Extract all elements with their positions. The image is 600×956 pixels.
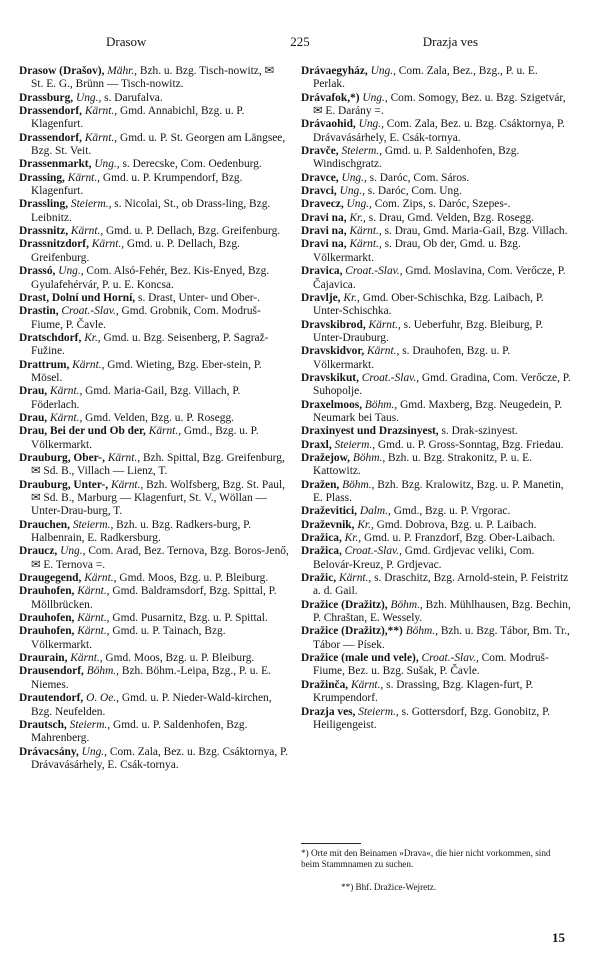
gazetteer-entry — [19, 612, 289, 625]
entry-headword: Drauchen, — [19, 518, 70, 531]
gazetteer-entry — [19, 652, 289, 665]
entry-text: Gmd. u. P. Tainach, Bzg. Völkermarkt. — [31, 625, 226, 651]
entry-region: Steierm., — [358, 705, 399, 718]
entry-text: Bzh. Böhm.-Leipa, Bzg., P. u. E. Niemes. — [31, 665, 271, 691]
gazetteer-entry — [19, 158, 289, 171]
entry-text: Gmd. Pusarnitz, Bzg. u. P. Spittal. — [112, 612, 268, 625]
left-column — [19, 65, 289, 772]
entry-headword: Drastin, — [19, 305, 59, 318]
entry-text: Gmd. u. P. Nieder-Wald-kirchen, Bzg. Neufelden. — [31, 692, 272, 718]
entry-region: Kärnt., — [77, 625, 110, 638]
entry-text: Com. Alsó-Fehér, Bez. Kis-Enyed, Bzg. Gyulafehérvár, P. u. E. Koncsa. — [31, 265, 270, 291]
entry-text: Gmd., Bzg. u. P. Vrgorac. — [393, 505, 511, 518]
entry-text: Bzh. u. Bzg. Strakonitz, P. u. E. Kattowitz. — [313, 451, 532, 478]
entry-region: Kärnt., — [349, 238, 382, 251]
entry-region: Kr., — [84, 331, 101, 344]
entry-region: Ung., — [341, 171, 367, 184]
entry-headword: Dravi na, — [301, 225, 347, 238]
entry-text: Gmd. u. Bzg. Seisenberg, P. Sagraž-Fužine. — [31, 331, 269, 358]
entry-region: Kr., — [349, 211, 366, 224]
entry-headword: Draurain, — [19, 652, 68, 665]
entry-headword: Drassing, — [19, 171, 65, 184]
entry-text: Gmd. Wieting, Bzg. Eber-stein, P. Mösel. — [31, 358, 262, 384]
entry-region: Ung., — [346, 198, 372, 211]
entry-headword: Dravskidvor, — [301, 345, 365, 358]
entry-region: Kärnt., — [91, 238, 125, 251]
entry-region: Kr., — [343, 291, 360, 304]
entry-region: Kärnt., — [72, 358, 105, 371]
entry-text: Gmd., Bzg. u. P. Völkermarkt. — [31, 425, 259, 451]
entry-headword: Dražejow, — [301, 451, 351, 464]
gazetteer-entry — [19, 479, 289, 519]
entry-text: s. Darufalva. — [104, 91, 163, 104]
entry-region: Böhm., — [364, 398, 398, 411]
entry-headword: Drávaegyház, — [301, 65, 368, 77]
entry-text: Com. Somogy, Bez. u. Bzg. Szigetvár, ✉ E. Darány =. — [313, 91, 566, 118]
gazetteer-entry — [301, 319, 571, 346]
entry-region: Kärnt., — [50, 385, 83, 398]
gazetteer-entry — [19, 692, 289, 719]
entry-text: Com. Arad, Bez. Ternova, Bzg. Boros-Jenő, ✉ E. Ternova =. — [31, 545, 289, 571]
gazetteer-entry — [301, 145, 571, 172]
gazetteer-entry — [301, 118, 571, 145]
entry-region: Steierm., — [69, 718, 111, 731]
entry-text: Bzh. Wolfsberg, Bzg. St. Paul, ✉ Sd. B., Marburg — Klagenfurt, St. V., Wöllan — Unter-Drau-burg, T. — [31, 478, 285, 518]
entry-headword: Dravskibrod, — [301, 318, 366, 331]
entry-headword: Drau, — [19, 385, 48, 398]
entry-text: Gmd. u. P. Gross-Sonntag, Bzg. Friedau. — [377, 438, 564, 451]
entry-text: Gmd. Velden, Bzg. u. P. Rosegg. — [85, 411, 234, 424]
entry-region: Kärnt., — [77, 612, 110, 625]
entry-text: s. Drau, Gmd. Velden, Bzg. Rosegg. — [368, 211, 535, 224]
entry-text: s. Drau, Ob der, Gmd. u. Bzg. Völkermarkt. — [313, 238, 521, 264]
gazetteer-entry — [19, 719, 289, 746]
entry-region: Kärnt., — [368, 318, 401, 331]
gazetteer-entry — [19, 238, 289, 265]
entry-headword: Dražic, — [301, 572, 337, 585]
entry-headword: Dravica, — [301, 265, 343, 278]
gazetteer-entry — [301, 198, 571, 211]
entry-region: Dalm., — [359, 505, 391, 518]
entry-headword: Drauburg, Ober-, — [19, 451, 105, 464]
gazetteer-entry — [301, 599, 571, 626]
gazetteer-entry — [301, 706, 571, 733]
entry-region: Mähr., — [107, 65, 138, 77]
entry-region: Böhm., — [405, 625, 438, 638]
entry-region: Kärnt., — [84, 105, 118, 118]
entry-text: s. Derecske, Com. Oedenburg. — [122, 158, 262, 171]
entry-region: Steierm., — [334, 438, 376, 451]
entry-region: Kr., — [344, 532, 362, 545]
entry-text: Com. Zips, s. Daróc, Szepes-. — [374, 198, 511, 211]
gazetteer-entry — [19, 452, 289, 479]
entry-headword: Drau, Bei der und Ob der, — [19, 425, 146, 438]
entry-text: s. Drassing, Bzg. Klagen-furt, P. Krumpendorf. — [313, 678, 534, 705]
entry-headword: Drauburg, Unter-, — [19, 478, 109, 491]
entry-headword: Dražinča, — [301, 678, 349, 691]
entry-text: Com. Zala, Bez., Bzg., P. u. E. Perlak. — [313, 65, 538, 91]
entry-region: Steierm., — [72, 518, 114, 531]
entry-region: Kärnt., — [84, 572, 117, 585]
gazetteer-entry — [19, 359, 289, 386]
gazetteer-entry — [19, 292, 289, 305]
entry-text: Gmd. Ober-Schischka, Bzg. Laibach, P. Unter-Schischka. — [313, 291, 544, 318]
entry-text: Bzh. u. Bzg. Radkers-burg, P. Halbenrain, E. Radkersburg. — [31, 518, 252, 545]
entry-text: s. Drast, Unter- und Ober-. — [138, 291, 260, 304]
gazetteer-entry — [301, 265, 571, 292]
entry-headword: Dravče, — [301, 145, 339, 158]
entry-headword: Draxinyest und Drazsinyest, — [301, 425, 439, 438]
entry-headword: Dražice (male und vele), — [301, 652, 419, 665]
gazetteer-entry — [301, 172, 571, 185]
entry-headword: Dražica, — [301, 532, 342, 545]
entry-text: Gmd. Moos, Bzg. u. P. Bleiburg. — [119, 572, 269, 585]
entry-region: Ung., — [362, 91, 388, 104]
entry-region: Croat.-Slav., — [421, 652, 479, 665]
entry-headword: Draxl, — [301, 438, 332, 451]
entry-text: Com. Zala, Bez. u. Bzg. Csáktornya, P. Drávavásárhely, E. Csák-tornya. — [313, 118, 565, 144]
entry-headword: Drassó, — [19, 265, 56, 278]
gazetteer-entry — [301, 65, 571, 92]
entry-region: Kärnt., — [351, 678, 384, 691]
signature-number: 15 — [552, 930, 565, 945]
entry-region: Böhm., — [86, 665, 120, 678]
entry-text: s. Gottersdorf, Bzg. Gonobitz, P. Heiligengeist. — [313, 705, 551, 731]
entry-text: Gmd. Annabichl, Bzg. u. P. Klagenfurt. — [31, 105, 245, 131]
entry-headword: Drausendorf, — [19, 665, 84, 678]
header-right-catchword: Drazja ves — [422, 34, 478, 49]
entry-headword: Dravi na, — [301, 211, 347, 224]
entry-headword: Drávaohid, — [301, 118, 356, 131]
entry-headword: Drau, — [19, 411, 48, 424]
entry-text: s. Ueberfuhr, Bzg. Bleiburg, P. Unter-Drauburg. — [313, 318, 544, 344]
entry-headword: Drassendorf, — [19, 131, 82, 144]
entry-headword: Drávacsány, — [19, 745, 79, 758]
entry-text: Bzh. Spittal, Bzg. Greifenburg, ✉ Sd. B., Villach — Lienz, T. — [31, 451, 285, 478]
entry-text: Bzh. Bzg. Kralowitz, Bzg. u. P. Manetin, E. Plass. — [313, 478, 564, 504]
entry-region: Kärnt., — [70, 225, 104, 238]
entry-region: Böhm., — [342, 478, 375, 491]
gazetteer-entry — [301, 212, 571, 225]
entry-headword: Drauhofen, — [19, 625, 75, 638]
gazetteer-entry — [301, 399, 571, 426]
entry-headword: Draucz, — [19, 545, 58, 558]
gazetteer-entry — [19, 92, 289, 105]
entry-region: Kärnt., — [349, 225, 382, 238]
gazetteer-entry — [19, 625, 289, 652]
gazetteer-entry — [19, 385, 289, 412]
entry-text: Gmd. u. P. St. Georgen am Längsee, Bzg. St. Veit. — [31, 131, 286, 158]
gazetteer-entry — [19, 225, 289, 238]
entry-text: Gmd. u. P. Dellach, Bzg. Greifenburg. — [106, 225, 281, 238]
gazetteer-entry — [19, 746, 289, 773]
gazetteer-entry — [301, 345, 571, 372]
entry-region: Croat.-Slav., — [344, 545, 402, 558]
entry-headword: Drávafok,*) — [301, 91, 360, 104]
header-page-number: 225 — [290, 34, 310, 49]
entry-text: s. Daróc, Com. Ung. — [367, 185, 462, 198]
entry-region: Ung., — [339, 185, 365, 198]
entry-region: Croat.-Slav., — [61, 305, 119, 318]
gazetteer-entry — [19, 105, 289, 132]
gazetteer-entry — [19, 198, 289, 225]
entry-region: Kärnt., — [367, 345, 400, 358]
entry-region: Croat.-Slav., — [361, 371, 420, 384]
entry-text: s. Drauhofen, Bzg. u. P. Völkermarkt. — [313, 345, 511, 371]
entry-region: Steierm., — [70, 198, 112, 211]
gazetteer-entry — [301, 238, 571, 265]
entry-text: s. Daróc, Com. Sáros. — [369, 171, 470, 184]
gazetteer-entry — [301, 425, 571, 438]
gazetteer-entry — [19, 519, 289, 546]
entry-text: Gmd. Moslavina, Com. Verőcze, P. Čajavica. — [313, 265, 566, 291]
entry-headword: Dravecz, — [301, 198, 344, 211]
entry-headword: Drattrum, — [19, 358, 70, 371]
entry-text: s. Nicolai, St., ob Drass-ling, Bzg. Leibnitz. — [31, 198, 271, 224]
gazetteer-entry — [301, 439, 571, 452]
entry-region: Kärnt., — [67, 171, 101, 184]
footnote-divider — [301, 843, 361, 844]
entry-text: Com. Zala, Bez. u. Bzg. Csáktornya, P. Drávavásárhely, E. Csák-tornya. — [31, 745, 288, 771]
entry-headword: Drassburg, — [19, 91, 74, 104]
entry-text: Gmd. u. P. Dellach, Bzg. Greifenburg. — [31, 238, 240, 264]
entry-text: Gmd. u. P. Saldenhofen, Bzg. Mahrenberg. — [31, 718, 248, 745]
entry-headword: Drauhofen, — [19, 612, 75, 625]
gazetteer-entry — [301, 452, 571, 479]
gazetteer-entry — [301, 652, 571, 679]
entry-text: Gmd. u. P. Franzdorf, Bzg. Ober-Laibach. — [363, 532, 556, 545]
entry-headword: Drassendorf, — [19, 105, 82, 118]
entry-region: Kärnt., — [148, 425, 182, 438]
gazetteer-entry — [19, 545, 289, 572]
entry-headword: Dravskikut, — [301, 371, 359, 384]
gazetteer-entry — [19, 665, 289, 692]
gazetteer-entry — [301, 92, 571, 119]
gazetteer-entry — [19, 585, 289, 612]
entry-region: Kärnt., — [77, 585, 110, 598]
entry-region: Ung., — [60, 545, 86, 558]
entry-region: Kärnt., — [70, 652, 103, 665]
entry-region: Steierm., — [341, 145, 382, 158]
gazetteer-entry — [301, 532, 571, 545]
entry-region: Ung., — [81, 745, 107, 758]
entry-headword: Drauhofen, — [19, 585, 75, 598]
gazetteer-entry — [19, 265, 289, 292]
gazetteer-entry — [301, 572, 571, 599]
entry-text: Com. Modruš-Fiume, Bez. u. Bzg. Sušak, P. Čavle. — [313, 652, 549, 678]
entry-headword: Drautendorf, — [19, 692, 84, 705]
entry-region: Kärnt., — [84, 131, 118, 144]
entry-headword: Drasow (Drašov), — [19, 65, 105, 77]
entry-headword: Drazja ves, — [301, 705, 356, 718]
entry-headword: Draževitici, — [301, 505, 357, 518]
footnote-2: **) Bhf. Dražice-Wejretz. — [341, 882, 437, 892]
gazetteer-entry — [301, 505, 571, 518]
gazetteer-entry — [301, 225, 571, 238]
entry-text: s. Drau, Gmd. Maria-Gail, Bzg. Villach. — [384, 225, 568, 238]
entry-region: Böhm., — [390, 598, 423, 611]
header-left-catchword: Drasow — [106, 34, 147, 49]
entry-headword: Drautsch, — [19, 718, 67, 731]
right-column — [301, 65, 571, 732]
gazetteer-entry — [19, 172, 289, 199]
entry-region: Kärnt., — [110, 478, 144, 491]
entry-text: Bzh. u. Bzg. Tisch-nowitz, ✉ St. E. G., Brünn — Tisch-nowitz. — [31, 65, 275, 91]
entry-headword: Draugegend, — [19, 572, 82, 585]
gazetteer-entry — [19, 305, 289, 332]
entry-text: Gmd. u. P. Krumpendorf, Bzg. Klagenfurt. — [31, 171, 243, 198]
running-header — [22, 34, 578, 54]
entry-region: Ung., — [370, 65, 396, 77]
entry-text: s. Draschitz, Bzg. Arnold-stein, P. Feistritz a. d. Gail. — [313, 572, 569, 598]
entry-region: Kr., — [357, 518, 374, 531]
entry-headword: Dravlje, — [301, 291, 341, 304]
entry-text: Gmd. Gradina, Com. Verőcze, P. Suhopolje. — [313, 371, 571, 398]
entry-text: Gmd. Maxberg, Bzg. Neugedein, P. Neumark bei Taus. — [313, 398, 563, 424]
entry-region: Ung., — [94, 158, 120, 171]
entry-region: O. Oe., — [86, 692, 119, 705]
entry-text: Gmd. Baldramsdorf, Bzg. Spittal, P. Möllbrücken. — [31, 585, 277, 611]
entry-headword: Dražice (Dražitz),**) — [301, 625, 403, 638]
entry-headword: Drassenmarkt, — [19, 158, 92, 171]
entry-text: Bzh. u. Bzg. Tábor, Bm. Tr., Tábor — Písek. — [313, 625, 570, 651]
gazetteer-entry — [19, 572, 289, 585]
entry-region: Kärnt., — [338, 572, 372, 585]
gazetteer-entry — [19, 132, 289, 159]
gazetteer-entry — [301, 479, 571, 506]
entry-text: Gmd. u. P. Saldenhofen, Bzg. Windischgratz. — [313, 145, 520, 171]
entry-text: Gmd. Moos, Bzg. u. P. Bleiburg. — [105, 652, 255, 665]
entry-region: Kärnt., — [50, 411, 83, 424]
gazetteer-entry — [301, 372, 571, 399]
gazetteer-entry — [301, 185, 571, 198]
entry-text: Bzh. Mühlhausen, Bzg. Bechin, P. Chraštan, E. Wessely. — [313, 598, 571, 625]
entry-headword: Drassnitzdorf, — [19, 238, 89, 251]
gazetteer-entry — [301, 625, 571, 652]
entry-headword: Dravce, — [301, 171, 339, 184]
entry-headword: Dražen, — [301, 478, 340, 491]
entry-text: Gmd. Grdjevac veliki, Com. Belovár-Kreuz, P. Grdjevac. — [313, 545, 535, 571]
entry-headword: Dratschdorf, — [19, 331, 82, 344]
entry-region: Böhm., — [352, 451, 386, 464]
gazetteer-entry — [301, 292, 571, 319]
entry-headword: Dražice (Dražitz), — [301, 598, 388, 611]
entry-text: Gmd. Dobrova, Bzg. u. P. Laibach. — [376, 518, 537, 531]
entry-text: Gmd. Maria-Gail, Bzg. Villach, P. Föderlach. — [31, 385, 241, 411]
entry-text: Gmd. Grobnik, Com. Modruš-Fiume, P. Čavle. — [31, 305, 261, 331]
entry-headword: Drast, Dolní und Horní, — [19, 291, 136, 304]
entry-headword: Dražica, — [301, 545, 342, 558]
gazetteer-entry — [19, 425, 289, 452]
entry-region: Ung., — [58, 265, 84, 278]
entry-headword: Drassnitz, — [19, 225, 69, 238]
footnote-1: *) Orte mit den Beinamen »Drava«, die hier nicht vorkommen, sind beim Stammnamen zu suchen. — [301, 848, 551, 869]
entry-headword: Dravi na, — [301, 238, 347, 251]
entry-headword: Dravci, — [301, 185, 337, 198]
gazetteer-entry — [301, 679, 571, 706]
gazetteer-entry — [301, 519, 571, 532]
gazetteer-entry — [19, 412, 289, 425]
entry-region: Croat.-Slav., — [345, 265, 403, 278]
entry-text: s. Drak-szinyest. — [441, 425, 518, 438]
gazetteer-entry — [301, 545, 571, 572]
gazetteer-entry — [19, 332, 289, 359]
entry-headword: Draževnik, — [301, 518, 355, 531]
entry-region: Ung., — [75, 91, 102, 104]
entry-headword: Drassling, — [19, 198, 69, 211]
entry-region: Kärnt., — [107, 451, 141, 464]
entry-headword: Draxelmoos, — [301, 398, 363, 411]
gazetteer-entry — [19, 65, 289, 92]
entry-region: Ung., — [358, 118, 384, 131]
